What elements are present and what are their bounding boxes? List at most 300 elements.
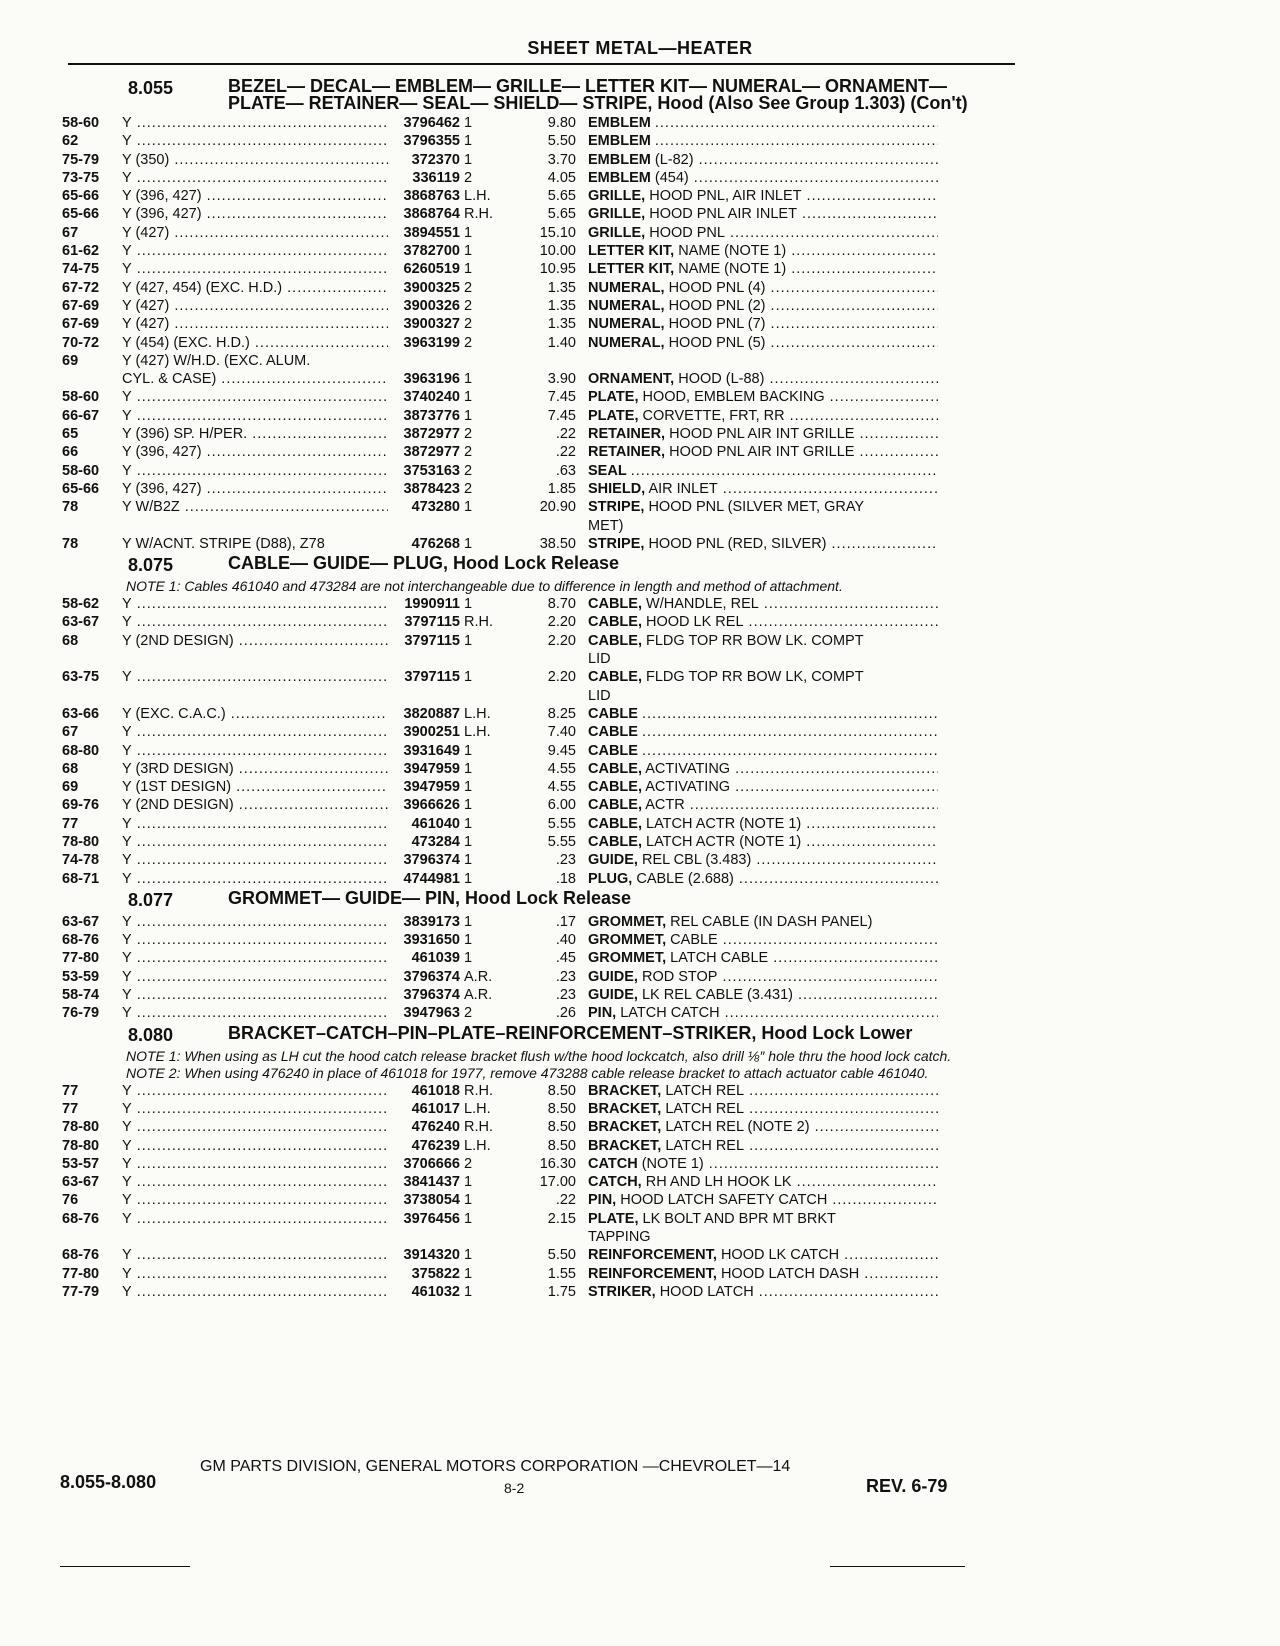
price: 16.30	[539, 1155, 576, 1172]
price: .22	[555, 444, 576, 461]
description	[576, 352, 938, 370]
part-row	[62, 315, 1022, 333]
quantity	[460, 1228, 506, 1246]
description-keyword: PLATE,	[588, 1210, 639, 1227]
part-number: 3796374	[403, 968, 460, 985]
description-detail: FLDG TOP RR BOW LK, COMPT	[646, 669, 864, 686]
description	[576, 705, 938, 723]
description-keyword: PLATE,	[588, 407, 639, 424]
part-row	[62, 114, 1022, 132]
section-number: 8.075	[128, 555, 174, 576]
price: 5.55	[547, 815, 576, 832]
price: 6.00	[547, 797, 576, 814]
description-keyword: EMBLEM	[588, 169, 651, 186]
part-row	[62, 796, 1022, 814]
price	[506, 650, 576, 668]
quantity: L.H.	[464, 705, 491, 722]
part-row	[62, 1283, 1022, 1301]
usage: CYL. & CASE) .....	[122, 370, 388, 388]
usage: Y .....	[122, 986, 388, 1004]
part-number: 476268	[411, 535, 460, 552]
description-keyword: GUIDE,	[588, 987, 638, 1004]
part-row	[62, 986, 1022, 1004]
part-row	[62, 1191, 1022, 1209]
part-number: 476239	[411, 1137, 460, 1154]
description	[576, 517, 938, 535]
usage: Y (350) .....	[122, 151, 388, 169]
model-years: 70-72	[62, 334, 100, 351]
footer-revision: REV. 6-79	[866, 1476, 948, 1496]
part-row	[62, 595, 1022, 613]
quantity	[460, 650, 506, 668]
description-detail: RH AND LH HOOK LK	[645, 1174, 792, 1191]
section-note: NOTE 2: When using 476240 in place of 461018 for 1977, remove 473288 cable release bracket to attach actuator cable 461040.	[126, 1064, 929, 1081]
section-title: BRACKET–CATCH–PIN–PLATE–REINFORCEMENT–STRIKER, Hood Lock Lower	[228, 1022, 913, 1043]
description-keyword: GUIDE,	[588, 852, 638, 869]
part-number	[388, 352, 460, 370]
section-number: 8.055	[128, 78, 174, 98]
quantity: 1	[464, 1283, 473, 1300]
part-row	[62, 870, 1022, 888]
usage: Y (427) W/H.D. (EXC. ALUM.	[122, 352, 311, 369]
section-header	[62, 1022, 1022, 1046]
section-title: BEZEL— DECAL— EMBLEM— GRILLE— LETTER KIT— NUMERAL— ORNAMENT— PLATE— RETAINER— SEAL— SHIELD— STRIPE, Hood (Also See Group 1.303) (Con't)	[228, 76, 968, 113]
description-detail: CABLE	[670, 932, 718, 949]
model-years: 77	[62, 1082, 79, 1099]
part-number: 3873776	[403, 407, 460, 424]
usage: Y .....	[122, 1137, 388, 1155]
model-years: 77	[62, 1100, 79, 1117]
quantity: 1	[464, 151, 473, 168]
part-number: 461032	[411, 1283, 460, 1300]
model-years: 61-62	[62, 243, 100, 260]
usage: Y .....	[122, 931, 388, 949]
model-years: 68	[62, 632, 79, 649]
description-keyword: PLATE,	[588, 389, 639, 406]
model-years: 63-75	[62, 669, 100, 686]
description	[576, 370, 938, 388]
part-row	[62, 778, 1022, 796]
quantity: 1	[464, 261, 473, 278]
description-detail: ACTIVATING	[645, 779, 731, 796]
quantity: 1	[464, 1174, 473, 1191]
part-row	[62, 517, 1022, 535]
description-keyword: STRIKER,	[588, 1283, 656, 1300]
usage: Y (454) (EXC. H.D.) .....	[122, 334, 388, 352]
quantity: 1	[464, 669, 473, 686]
quantity: 1	[464, 224, 473, 241]
description-keyword: REINFORCEMENT,	[588, 1247, 717, 1264]
section-title: CABLE— GUIDE— PLUG, Hood Lock Release	[228, 553, 620, 574]
price: .40	[555, 932, 576, 949]
price: .23	[555, 987, 576, 1004]
part-number: 3900325	[403, 279, 460, 296]
description	[576, 443, 938, 461]
usage: Y .....	[122, 132, 388, 150]
description	[576, 1191, 938, 1209]
part-row	[62, 723, 1022, 741]
price: .22	[555, 426, 576, 443]
part-number: 3740240	[403, 389, 460, 406]
header-rule	[68, 63, 1015, 65]
description	[576, 1265, 938, 1283]
part-number: 3963199	[403, 334, 460, 351]
part-number: 3839173	[403, 913, 460, 930]
part-row	[62, 370, 1022, 388]
description	[576, 851, 938, 869]
description-keyword: NUMERAL,	[588, 279, 665, 296]
description-detail: HOOD PNL AIR INT GRILLE	[669, 426, 855, 443]
part-row	[62, 968, 1022, 986]
model-years	[62, 1228, 122, 1246]
description-keyword: LETTER KIT,	[588, 261, 675, 278]
part-row	[62, 632, 1022, 650]
description-keyword: CABLE,	[588, 833, 642, 850]
usage: Y .....	[122, 1283, 388, 1301]
part-row	[62, 132, 1022, 150]
section-number: 8.080	[128, 1024, 174, 1045]
description-detail: LK REL CABLE (3.431)	[641, 987, 793, 1004]
description-detail: LATCH REL	[665, 1082, 745, 1099]
part-number: 3753163	[403, 462, 460, 479]
quantity: 1	[464, 815, 473, 832]
part-row	[62, 388, 1022, 406]
price: 20.90	[539, 499, 576, 516]
model-years: 75-79	[62, 151, 100, 168]
usage: Y .....	[122, 1173, 388, 1191]
description	[576, 1155, 938, 1173]
description	[576, 535, 938, 553]
part-row	[62, 833, 1022, 851]
part-number: 3706666	[403, 1155, 460, 1172]
description	[576, 986, 938, 1004]
description-keyword: CABLE	[588, 724, 638, 741]
price: 2.20	[547, 614, 576, 631]
part-row	[62, 1210, 1022, 1228]
part-number: 3900326	[403, 297, 460, 314]
description-detail: LID	[588, 651, 611, 668]
model-years: 78	[62, 499, 79, 516]
usage: Y (396, 427) .....	[122, 443, 388, 461]
parts-listing	[62, 76, 1022, 1301]
usage	[122, 687, 388, 705]
description	[576, 279, 938, 297]
model-years: 65-66	[62, 206, 100, 223]
quantity: 1	[464, 932, 473, 949]
description-keyword: GRILLE,	[588, 206, 646, 223]
description	[576, 723, 938, 741]
part-number: 3820887	[403, 705, 460, 722]
usage: Y .....	[122, 114, 388, 132]
description	[576, 315, 938, 333]
description-detail: ROD STOP	[641, 968, 718, 985]
price	[506, 1228, 576, 1246]
part-number: 461039	[411, 950, 460, 967]
description-keyword: PIN,	[588, 1005, 617, 1022]
description	[576, 407, 938, 425]
part-number: 336119	[412, 169, 460, 186]
description	[576, 1137, 938, 1155]
part-row	[62, 1118, 1022, 1136]
description-detail: (L-82)	[654, 151, 694, 168]
footer-rule-right	[830, 1566, 965, 1567]
description	[576, 1246, 938, 1264]
quantity: 1	[464, 1265, 473, 1282]
part-row	[62, 1137, 1022, 1155]
description-detail: HOOD LK CATCH	[720, 1247, 840, 1264]
part-row	[62, 260, 1022, 278]
price: .17	[555, 913, 576, 930]
description-keyword: NUMERAL,	[588, 297, 665, 314]
description-detail: HOOD PNL (SILVER MET, GRAY	[648, 499, 865, 516]
description	[576, 151, 938, 169]
quantity: 2	[464, 1155, 473, 1172]
part-number: 3868764	[403, 206, 460, 223]
quantity: L.H.	[464, 724, 491, 741]
usage: Y .....	[122, 1004, 388, 1022]
usage: Y .....	[122, 407, 388, 425]
usage: Y .....	[122, 169, 388, 187]
part-row	[62, 1004, 1022, 1022]
description-detail: CABLE (2.688)	[636, 870, 734, 887]
description-detail: HOOD PNL AIR INLET	[649, 206, 797, 223]
price: 5.55	[547, 833, 576, 850]
quantity: 1	[464, 913, 473, 930]
usage: Y .....	[122, 1118, 388, 1136]
part-row	[62, 1082, 1022, 1100]
page-title: SHEET METAL—HEATER	[527, 38, 753, 58]
model-years: 67-69	[62, 297, 100, 314]
description-detail: HOOD LK REL	[646, 614, 744, 631]
quantity: R.H.	[464, 206, 493, 223]
part-row	[62, 1173, 1022, 1191]
part-number	[388, 650, 460, 668]
quantity: 2	[464, 334, 473, 351]
description-keyword: CATCH,	[588, 1174, 642, 1191]
price: 10.95	[539, 261, 576, 278]
usage	[122, 517, 388, 535]
model-years: 58-60	[62, 389, 100, 406]
part-number: 3963196	[403, 371, 460, 388]
model-years	[62, 687, 122, 705]
price: .23	[555, 968, 576, 985]
description-keyword: BRACKET,	[588, 1100, 662, 1117]
model-years: 76-79	[62, 1005, 100, 1022]
description-keyword: GUIDE,	[588, 968, 638, 985]
description	[576, 205, 938, 223]
description-keyword: CABLE	[588, 742, 638, 759]
part-number: 4744981	[403, 870, 460, 887]
part-row	[62, 334, 1022, 352]
usage: Y .....	[122, 613, 388, 631]
model-years: 77-80	[62, 950, 100, 967]
description	[576, 224, 938, 242]
quantity: A.R.	[464, 987, 493, 1004]
usage: Y .....	[122, 595, 388, 613]
description-detail: LATCH ACTR (NOTE 1)	[646, 815, 802, 832]
usage: Y .....	[122, 723, 388, 741]
description-keyword: EMBLEM	[588, 115, 651, 131]
section	[62, 887, 1022, 1023]
part-row	[62, 279, 1022, 297]
model-years: 53-57	[62, 1155, 100, 1172]
part-number: 476240	[411, 1119, 460, 1136]
price: 5.65	[547, 188, 576, 205]
quantity: 2	[464, 1005, 473, 1022]
model-years: 78-80	[62, 1119, 100, 1136]
price: 1.40	[547, 334, 576, 351]
description-keyword: EMBLEM	[588, 133, 651, 150]
description-detail: HOOD PNL (5)	[668, 334, 766, 351]
part-number: 3782700	[403, 243, 460, 260]
part-row	[62, 151, 1022, 169]
model-years: 53-59	[62, 968, 100, 985]
section	[62, 78, 1022, 553]
part-row	[62, 705, 1022, 723]
price: 10.00	[539, 243, 576, 260]
usage: Y .....	[122, 1100, 388, 1118]
description-keyword: GRILLE,	[588, 188, 646, 205]
section-note: NOTE 1: Cables 461040 and 473284 are not interchangeable due to difference in length and method of attachment.	[126, 578, 843, 595]
model-years: 78	[62, 535, 79, 552]
description-keyword: PIN,	[588, 1192, 617, 1209]
description	[576, 334, 938, 352]
part-row	[62, 535, 1022, 553]
part-number: 473280	[411, 499, 460, 516]
description	[576, 796, 938, 814]
model-years	[62, 370, 122, 388]
price: 8.50	[547, 1082, 576, 1099]
description-detail: HOOD PNL, AIR INLET	[649, 188, 802, 205]
description	[576, 1082, 938, 1100]
description-detail: HOOD PNL	[649, 224, 725, 241]
price: 1.55	[547, 1265, 576, 1282]
price: 5.65	[547, 206, 576, 223]
quantity: 1	[464, 1210, 473, 1227]
description	[576, 480, 938, 498]
price: 1.35	[547, 297, 576, 314]
description-keyword: GROMMET,	[588, 932, 667, 949]
description	[576, 833, 938, 851]
description	[576, 913, 938, 931]
quantity: 2	[464, 480, 473, 497]
model-years: 67	[62, 224, 79, 241]
part-row	[62, 851, 1022, 869]
description-keyword: BRACKET,	[588, 1137, 662, 1154]
part-row	[62, 1100, 1022, 1118]
description	[576, 462, 938, 480]
part-number: 3738054	[403, 1192, 460, 1209]
quantity: 1	[464, 1247, 473, 1264]
quantity: 1	[464, 499, 473, 516]
model-years	[62, 650, 122, 668]
usage: Y .....	[122, 260, 388, 278]
description	[576, 425, 938, 443]
description-keyword: CABLE,	[588, 632, 642, 649]
part-number	[388, 687, 460, 705]
quantity: 1	[464, 833, 473, 850]
part-number: 3797115	[404, 632, 460, 649]
description-keyword: CATCH	[588, 1155, 638, 1172]
part-row	[62, 242, 1022, 260]
part-row	[62, 443, 1022, 461]
usage: Y .....	[122, 388, 388, 406]
description	[576, 114, 938, 132]
model-years: 63-67	[62, 614, 100, 631]
price: .63	[555, 462, 576, 479]
model-years: 77	[62, 815, 79, 832]
description-detail: LK BOLT AND BPR MT BRKT	[642, 1210, 836, 1227]
description-keyword: SHIELD,	[588, 480, 646, 497]
model-years: 77-79	[62, 1283, 100, 1300]
description-detail: LATCH ACTR (NOTE 1)	[646, 833, 802, 850]
description	[576, 187, 938, 205]
description	[576, 815, 938, 833]
part-row	[62, 169, 1022, 187]
description-detail: HOOD PNL (7)	[668, 316, 766, 333]
usage: Y (427) .....	[122, 297, 388, 315]
description-detail: ACTR	[645, 797, 685, 814]
description	[576, 1173, 938, 1191]
price: 8.25	[547, 705, 576, 722]
description	[576, 650, 938, 668]
part-row	[62, 742, 1022, 760]
description-keyword: CABLE,	[588, 797, 642, 814]
description-keyword: REINFORCEMENT,	[588, 1265, 717, 1282]
part-number: 461017	[411, 1100, 460, 1117]
description	[576, 1004, 938, 1022]
usage	[122, 1228, 388, 1246]
footer-rule-left	[60, 1566, 190, 1567]
description	[576, 870, 938, 888]
part-number	[388, 517, 460, 535]
description-keyword: BRACKET,	[588, 1082, 662, 1099]
quantity: 1	[464, 243, 473, 260]
quantity: 2	[464, 169, 473, 186]
part-number: 3868763	[403, 188, 460, 205]
quantity: 1	[464, 760, 473, 777]
usage: Y (427) .....	[122, 224, 388, 242]
price: 2.20	[547, 632, 576, 649]
usage: Y .....	[122, 462, 388, 480]
description-detail: NAME (NOTE 1)	[678, 243, 787, 260]
usage: Y .....	[122, 833, 388, 851]
usage: Y (396) SP. H/PER. .....	[122, 425, 388, 443]
part-row	[62, 224, 1022, 242]
model-years: 67	[62, 724, 79, 741]
description-keyword: CABLE,	[588, 669, 642, 686]
description-detail: AIR INLET	[648, 480, 718, 497]
quantity: 1	[464, 596, 473, 613]
usage: Y .....	[122, 851, 388, 869]
usage: Y .....	[122, 870, 388, 888]
description-detail: (454)	[654, 169, 689, 186]
description-keyword: CABLE	[588, 705, 638, 722]
description-keyword: RETAINER,	[588, 426, 666, 443]
section-number: 8.077	[128, 889, 174, 910]
description	[576, 132, 938, 150]
part-number: 3976456	[403, 1210, 460, 1227]
usage: Y .....	[122, 949, 388, 967]
price: 9.80	[547, 115, 576, 131]
usage: Y (EXC. C.A.C.) .....	[122, 705, 388, 723]
description-detail: REL CBL (3.483)	[641, 852, 752, 869]
section	[62, 555, 1022, 888]
description-detail: LATCH REL (NOTE 2)	[665, 1119, 810, 1136]
description-detail: CORVETTE, FRT, RR	[642, 407, 785, 424]
usage: Y .....	[122, 242, 388, 260]
quantity: 1	[464, 115, 473, 131]
